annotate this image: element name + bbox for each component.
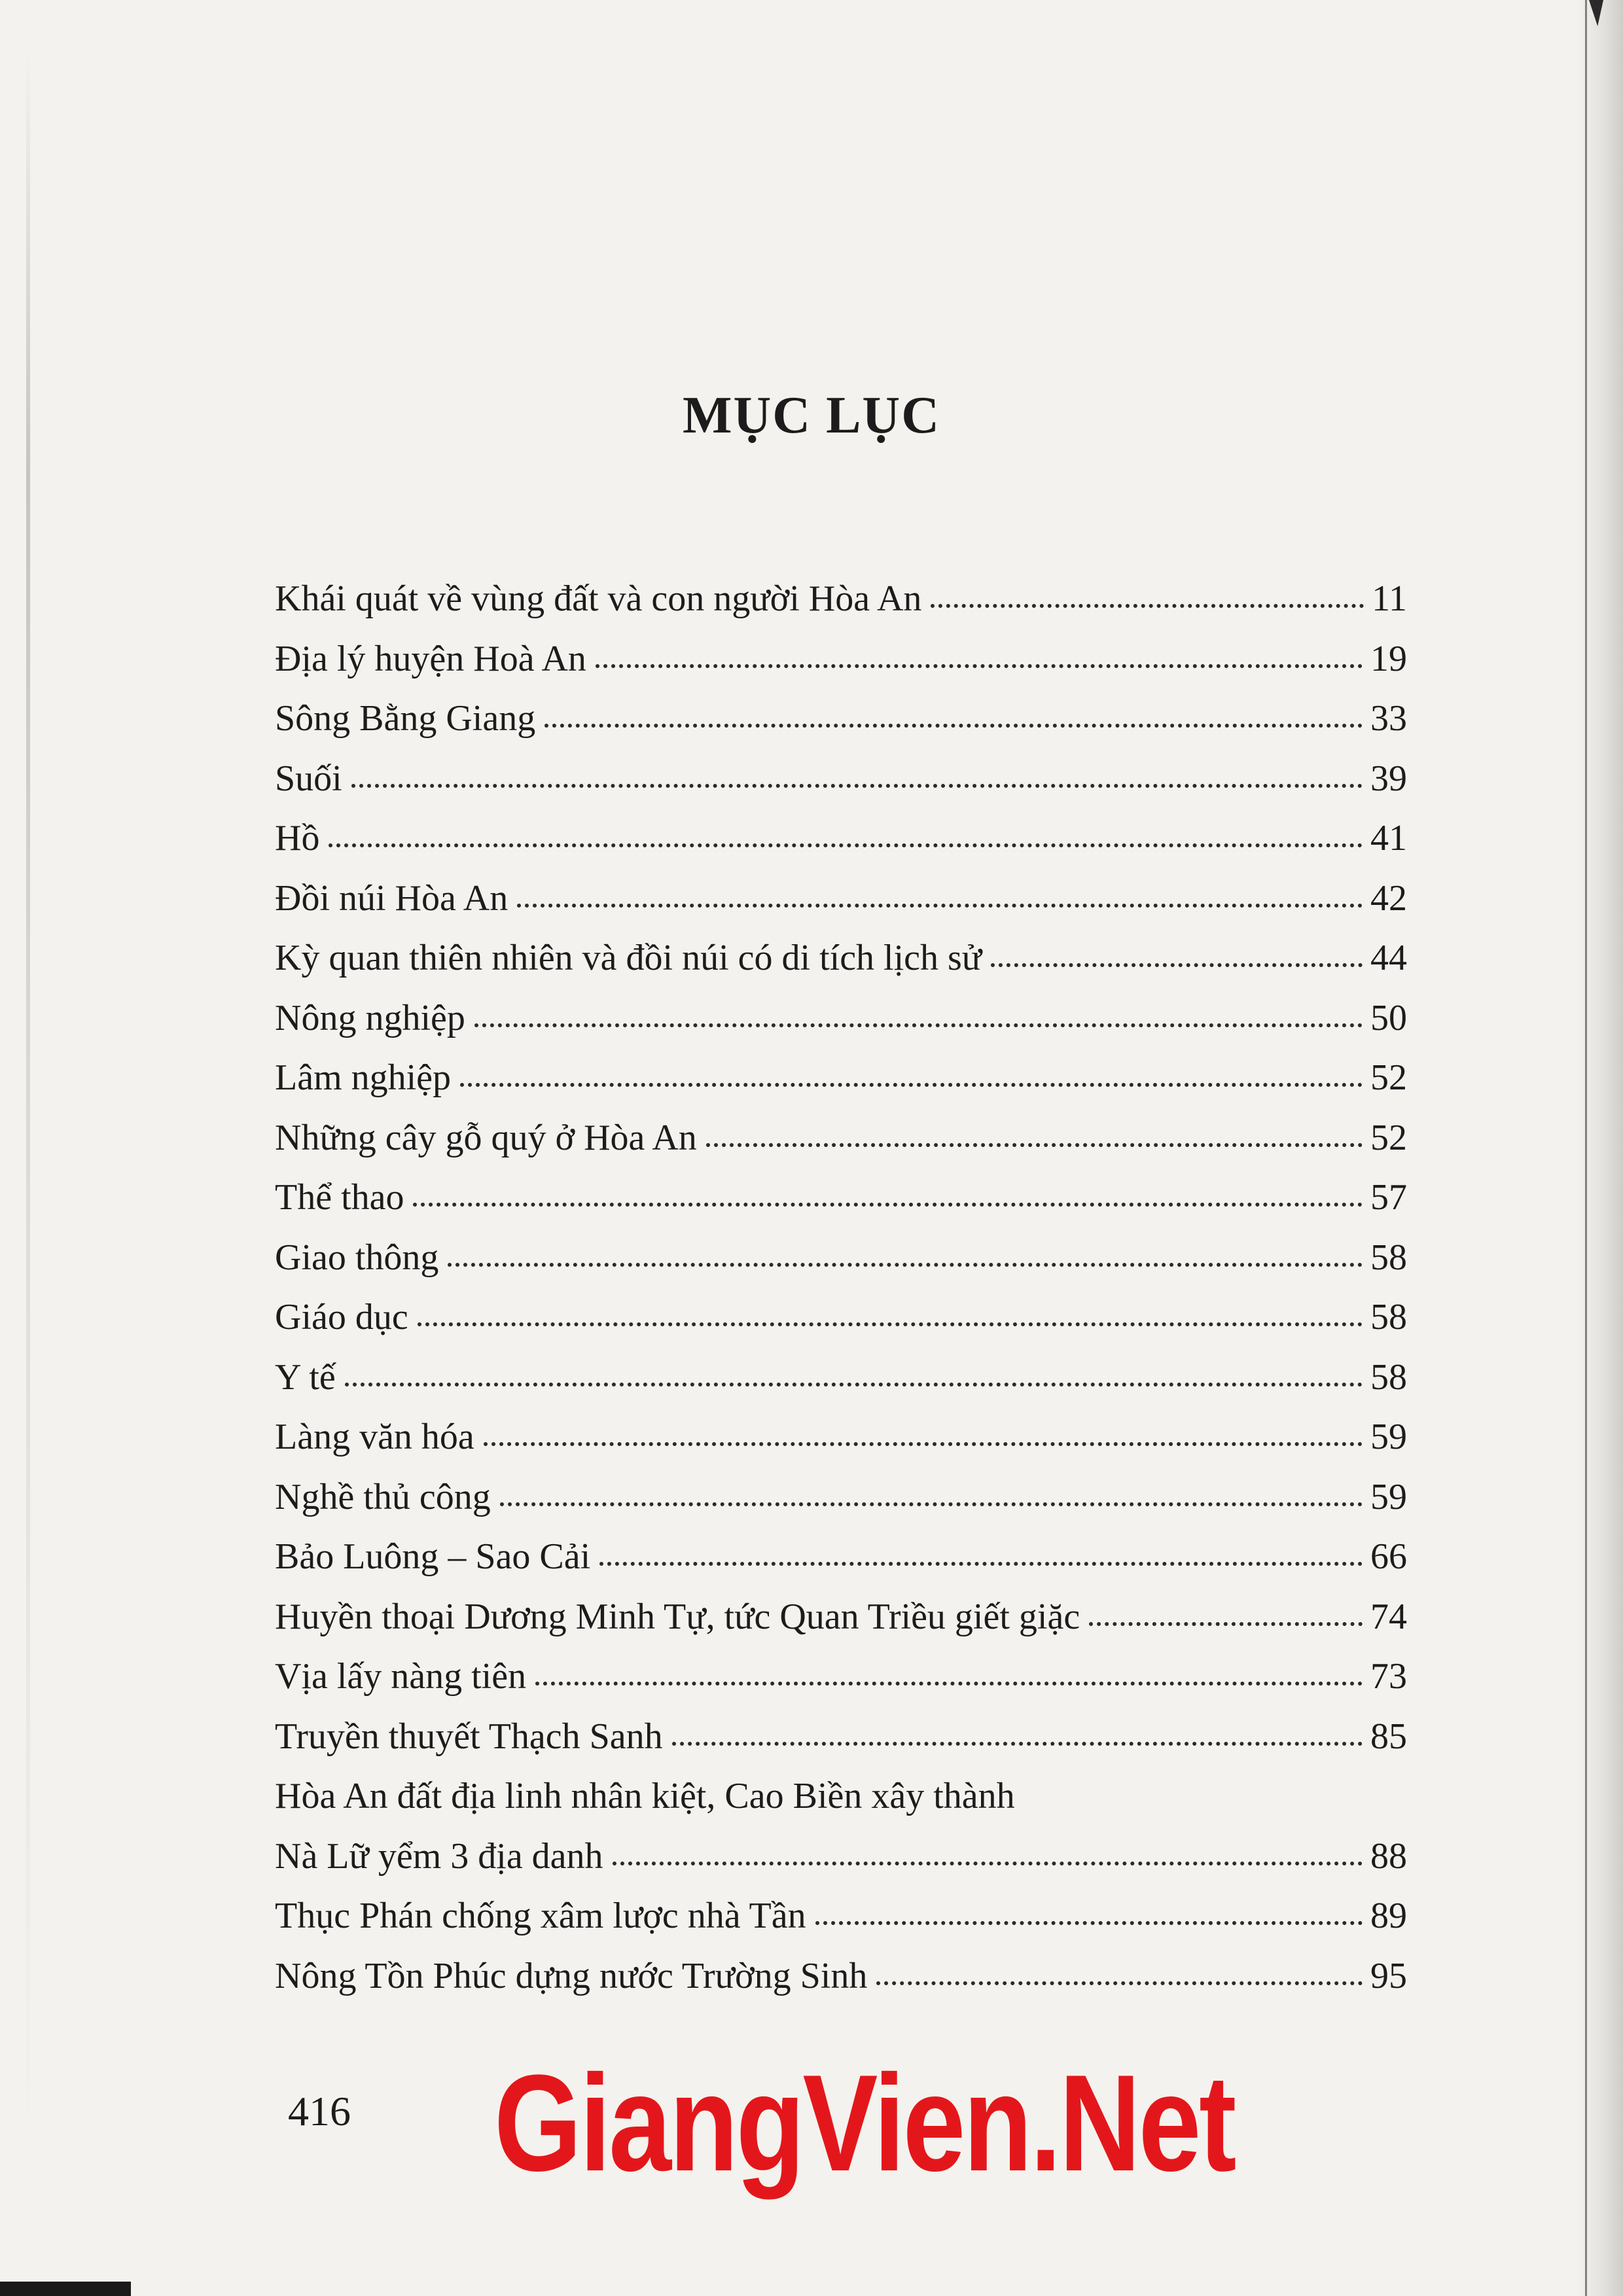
toc-entry-title: Lâm nghiệp bbox=[275, 1057, 452, 1098]
toc-entry-page: 95 bbox=[1370, 1955, 1407, 1996]
toc-entry-title: Vịa lấy nàng tiên bbox=[275, 1656, 527, 1697]
toc-leader-dots bbox=[815, 1921, 1363, 1925]
toc-entry-continued bbox=[275, 1767, 1407, 1827]
toc-entry-page: 41 bbox=[1370, 818, 1407, 858]
page-right-edge bbox=[1577, 0, 1623, 2296]
toc-leader-dots bbox=[613, 1862, 1363, 1865]
toc-entry-title: Giao thông bbox=[275, 1237, 439, 1278]
toc-entry bbox=[275, 869, 1407, 929]
toc-leader-dots bbox=[991, 963, 1363, 967]
toc-entry-title: Hòa An đất địa linh nhân kiệt, Cao Biền xây thành bbox=[275, 1776, 1015, 1816]
toc-entry-page: 59 bbox=[1370, 1417, 1407, 1457]
toc-leader-dots bbox=[672, 1742, 1363, 1746]
toc-entry-title: Đồi núi Hòa An bbox=[275, 877, 508, 919]
toc-entry-page: 19 bbox=[1370, 638, 1407, 679]
toc-entry bbox=[275, 569, 1407, 629]
toc-entry-title: Thục Phán chống xâm lược nhà Tần bbox=[275, 1896, 806, 1936]
toc-entry-page: 88 bbox=[1370, 1835, 1407, 1877]
page-left-shadow bbox=[26, 52, 30, 2146]
toc-entry-page: 42 bbox=[1370, 877, 1407, 919]
toc-entry bbox=[275, 1527, 1407, 1587]
toc-entry-title: Thể thao bbox=[275, 1177, 404, 1218]
toc-entry bbox=[275, 1348, 1407, 1408]
toc-leader-dots bbox=[345, 1383, 1363, 1386]
page-title: MỤC LỤC bbox=[683, 387, 940, 444]
toc-entry-page: 59 bbox=[1370, 1476, 1407, 1517]
toc-entry bbox=[275, 989, 1407, 1049]
toc-entry bbox=[275, 1407, 1407, 1468]
toc-entry bbox=[275, 1886, 1407, 1947]
toc-entry-title: Y tế bbox=[275, 1356, 336, 1398]
toc-leader-dots bbox=[931, 604, 1364, 608]
toc-entry bbox=[275, 1288, 1407, 1348]
toc-entry bbox=[275, 928, 1407, 989]
toc-leader-dots bbox=[484, 1442, 1363, 1446]
toc-entry-title: Địa lý huyện Hoà An bbox=[275, 638, 586, 679]
toc-entry bbox=[275, 1048, 1407, 1108]
page-right-border bbox=[1585, 0, 1587, 2296]
toc-entry-page: 39 bbox=[1370, 758, 1407, 799]
toc-entry-title: Hồ bbox=[275, 818, 320, 858]
toc-entry bbox=[275, 749, 1407, 809]
toc-leader-dots bbox=[474, 1023, 1363, 1027]
bottom-left-bar bbox=[0, 2282, 131, 2296]
watermark: GiangVien.Net bbox=[494, 2046, 1235, 2200]
toc-entry-title: Huyền thoại Dương Minh Tự, tức Quan Triều giết giặc bbox=[275, 1596, 1080, 1637]
toc-entry bbox=[275, 1587, 1407, 1648]
toc-entry-title: Suối bbox=[275, 758, 342, 799]
toc-entry-title: Kỳ quan thiên nhiên và đồi núi có di tích lịch sử bbox=[275, 938, 982, 978]
toc-entry-page: 33 bbox=[1370, 698, 1407, 739]
toc-entry-title: Những cây gỗ quý ở Hòa An bbox=[275, 1117, 697, 1158]
toc-entry bbox=[275, 809, 1407, 869]
toc-entry-title: Nông nghiệp bbox=[275, 997, 465, 1038]
toc-entry bbox=[275, 629, 1407, 690]
toc-entry bbox=[275, 1707, 1407, 1767]
toc-entry-page: 66 bbox=[1370, 1536, 1407, 1577]
toc-entry bbox=[275, 1947, 1407, 2007]
toc-entry-title: Sông Bằng Giang bbox=[275, 698, 536, 739]
toc-entry bbox=[275, 689, 1407, 749]
toc-entry-page: 44 bbox=[1370, 938, 1407, 978]
toc-leader-dots bbox=[413, 1203, 1363, 1207]
toc-entry-page: 89 bbox=[1370, 1896, 1407, 1936]
toc-entry-page: 57 bbox=[1370, 1177, 1407, 1218]
toc-entry-title: Nà Lữ yểm 3 địa danh bbox=[275, 1835, 603, 1877]
toc-entry-page: 73 bbox=[1370, 1656, 1407, 1697]
toc-entry-page: 52 bbox=[1370, 1057, 1407, 1098]
toc-entry-title: Truyền thuyết Thạch Sanh bbox=[275, 1716, 663, 1757]
toc-entry-page: 52 bbox=[1370, 1117, 1407, 1158]
toc-entry-title: Nông Tồn Phúc dựng nước Trường Sinh bbox=[275, 1955, 868, 1996]
page-number: 416 bbox=[288, 2088, 351, 2134]
toc-leader-dots bbox=[535, 1682, 1363, 1686]
toc-entry-title: Bảo Luông – Sao Cải bbox=[275, 1536, 591, 1577]
toc-entry bbox=[275, 1108, 1407, 1169]
toc-leader-dots bbox=[596, 664, 1363, 668]
toc-entry-title: Khái quát về vùng đất và con người Hòa An bbox=[275, 578, 922, 619]
toc-leader-dots bbox=[448, 1263, 1363, 1267]
toc-leader-dots bbox=[706, 1143, 1363, 1147]
toc-entry-page: 11 bbox=[1372, 578, 1407, 619]
toc-entry-page: 58 bbox=[1370, 1356, 1407, 1398]
table-of-contents bbox=[275, 569, 1407, 2006]
toc-entry bbox=[275, 1228, 1407, 1288]
toc-entry bbox=[275, 1827, 1407, 1887]
toc-entry-page: 58 bbox=[1370, 1297, 1407, 1337]
toc-leader-dots bbox=[351, 784, 1363, 788]
toc-leader-dots bbox=[418, 1322, 1363, 1326]
toc-entry-page: 74 bbox=[1370, 1596, 1407, 1637]
toc-entry bbox=[275, 1647, 1407, 1707]
toc-leader-dots bbox=[460, 1083, 1363, 1087]
toc-leader-dots bbox=[517, 904, 1363, 908]
toc-entry-title: Giáo dục bbox=[275, 1297, 408, 1337]
toc-entry bbox=[275, 1468, 1407, 1528]
toc-leader-dots bbox=[1089, 1622, 1363, 1626]
toc-leader-dots bbox=[544, 724, 1363, 728]
toc-entry bbox=[275, 1168, 1407, 1228]
toc-entry-page: 85 bbox=[1370, 1716, 1407, 1757]
toc-entry-title: Nghề thủ công bbox=[275, 1476, 491, 1517]
toc-leader-dots bbox=[500, 1502, 1363, 1506]
toc-leader-dots bbox=[599, 1562, 1363, 1566]
toc-entry-page: 58 bbox=[1370, 1237, 1407, 1278]
toc-entry-title: Làng văn hóa bbox=[275, 1417, 474, 1457]
toc-leader-dots bbox=[876, 1981, 1363, 1985]
toc-leader-dots bbox=[329, 843, 1363, 847]
toc-entry-page: 50 bbox=[1370, 997, 1407, 1038]
